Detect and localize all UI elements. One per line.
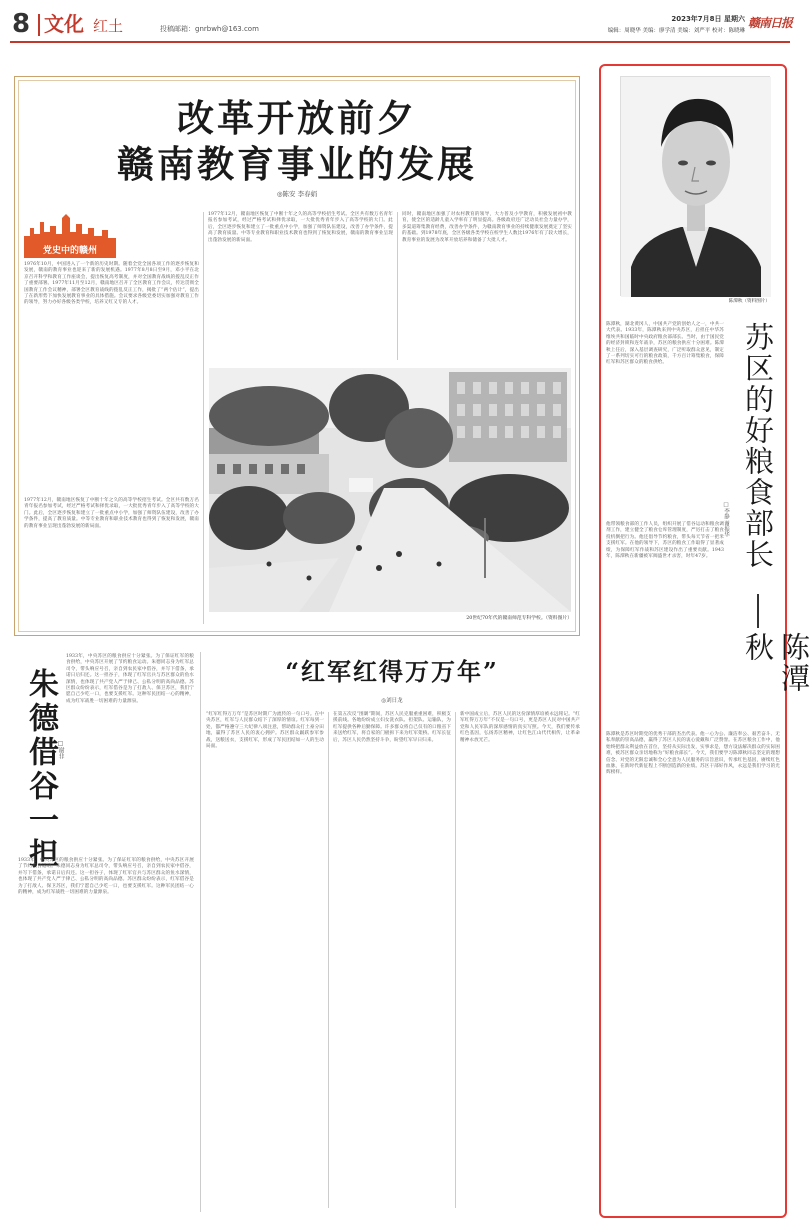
article2-body: 1933年，中央苏区的粮食供应十分紧张。为了保证红军的粮食供给，中央苏区开展了节约粮食运动。朱德同志身为红军总司令，带头响应号召，亲自到农民家中借谷，并写下借条，承诺日后归还。这一担谷子，体现了红军官兵与苏区群众的鱼水深情，也体现了共产党人严于律己、公私分明的高尚品德。苏区群众纷纷表示，红军借谷是为了打敌人、保卫苏区，我们宁愿自己少吃一口，也要支援红军。这种军民团结一心的精神，成为红军战胜一切困难的力量源泉。 [18, 858, 194, 896]
article1-byline: ◎陈安 李春娟 [276, 190, 318, 198]
article4-title [736, 322, 811, 722]
article4-body-bottom: 陈潭秋是苏区时期党的优秀干部的杰出代表。他一心为公、廉洁奉公、艰苦奋斗、无私奉献的崇高品德，赢得了苏区人民的衷心爱戴和广泛赞誉。在苏区粮食工作中，他始终把群众利益放在首位，坚持从实际出发，实事求是，想方设法解决群众的实际困难，被苏区群众亲切地称为“好粮食部长”。今天，我们要学习陈潭秋同志坚定的理想信念、对党的无限忠诚和全心全意为人民服务的宗旨意识，传承红色基因，赓续红色血脉，在新时代新征程上不断创造新的业绩。苏区干部好作风，永远是我们学习的光辉榜样。 [606, 732, 780, 776]
article2-body-top: 1933年，中央苏区的粮食供应十分紧张。为了保证红军的粮食供给，中央苏区开展了节约粮食运动。朱德同志身为红军总司令，带头响应号召，亲自到农民家中借谷，并写下借条，承诺日后归还。这一担谷子，体现了红军官兵与苏区群众的鱼水深情，也体现了共产党人严于律己、公私分明的高尚品德。苏区群众纷纷表示，红军借谷是为了打敌人、保卫苏区，我们宁愿自己少吃一口，也要支援红军。这种军民团结一心的精神，成为红军战胜一切困难的力量源泉。 [66, 654, 194, 704]
article1-title-line2: 赣南教育事业的发展 [117, 142, 477, 186]
article2-title [22, 668, 62, 872]
subsection-name: 红土 [93, 17, 124, 35]
city-skyline-icon [24, 214, 116, 244]
article4-byline: □李静 谢振华 [723, 502, 729, 538]
article3-byline: ◎刘日龙 [381, 698, 403, 704]
article4-title-part2: 陈潭秋 [741, 632, 811, 694]
article1-body-col1: 1976年10月，中国进入了一个新的历史时期。随着全党全国各项工作的逐步恢复和发展，赣南的教育事业也迎来了新的发展机遇。1977年8月8日至9月，邓小平在北京召开科学和教育工作座谈会，提出恢复高考制度，并对全国教育战线的拨乱反正作了重要部署。1977年11月至12月，赣南地区召开了全区教育工作会议，传达贯彻全国教育工作会议精神，部署全区教育战线的拨乱反正工作，揭批了“两个估计”，提出了在新形势下加快发展教育事业的具体措施。会议要求各级党委切实加强对教育工作的领导，努力办好各级各类学校，培养又红又专的人才。 [24, 262, 199, 306]
article2-title-text: 朱德借谷一担 [23, 668, 58, 872]
portrait-caption: 陈潭秋（资料图片） [728, 299, 770, 304]
article1-body-col1-cont: 1977年12月，赣南地区恢复了中断十年之久的高等学校招生考试。全区共有数万名青年报名参加考试，经过严格考试和择优录取，一大批优秀青年步入了高等学校的大门。此后，全区逐步恢复和建立了一批重点中小学，加强了师资队伍建设，改善了办学条件，提高了教育质量。中等专业教育和职业技术教育也得到了恢复和发展，赣南的教育事业呈现出蓬勃发展的新局面。 [24, 498, 199, 529]
article2-byline: □谢非 [57, 740, 64, 759]
column-badge-label: 党史中的赣州 [24, 244, 116, 258]
article3-body-col2: 在第五次反“围剿”期间，苏区人民克服重重困难，积极支援前线。各地纷纷成立妇女洗衣队、担架队、运输队，为红军提供各种后勤保障。许多群众将自己仅有的口粮省下来送给红军，将自家的门板拆下来为红军架桥。红军长征后，苏区人民仍然坚持斗争，盼望红军早日归来。 [333, 712, 451, 743]
portrait-image [621, 77, 771, 297]
article4-body-col1: 陈潭秋，湖北黄冈人，中国共产党的创始人之一，中共一大代表。1933年，陈潭秋来到中央苏区，后担任中华苏维埃共和国临时中央政府粮食部部长。当时，由于国民党的经济封锁和连年战争，苏区的粮食供应十分困难。陈潭秋上任后，深入基层调查研究，广泛听取群众意见，制定了一系列切实可行的粮食政策，千方百计筹集粮食，保障红军和苏区群众的粮食供给。 [606, 322, 724, 366]
campus-photo-image [209, 368, 571, 612]
submission-email: 投稿邮箱：gnrbwh@163.com [160, 25, 259, 33]
campus-photo [209, 368, 571, 612]
page-number: 8 [12, 9, 31, 39]
article3-body-col3: 新中国成立后，苏区人民的这份深情厚谊被永远铭记。“红军红得万万年”不仅是一句口号，更是苏区人民对中国共产党和人民军队的深厚感情的真实写照。今天，我们要传承红色基因，弘扬苏区精神，让红色江山代代相传，让革命精神永放光芒。 [460, 712, 580, 743]
article1-body-col2: 1977年12月，赣南地区恢复了中断十年之久的高等学校招生考试。全区共有数万名青年报名参加考试，经过严格考试和择优录取，一大批优秀青年步入了高等学校的大门。此后，全区逐步恢复和建立了一批重点中小学，加强了师资队伍建设，改善了办学条件，提高了教育质量。中等专业教育和职业技术教育也得到了恢复和发展，赣南的教育事业呈现出蓬勃发展的新局面。 [208, 212, 393, 243]
article1-title-line1: 改革开放前夕 [177, 96, 417, 140]
paper-logo: 赣南日报 [748, 16, 793, 30]
portrait-photo [620, 76, 770, 296]
section-name: 文化 [44, 12, 84, 36]
article4-title-part1: 苏区的好粮食部长 [741, 322, 775, 570]
masthead [0, 0, 800, 46]
campus-photo-caption: 20世纪70年代的赣南师范专科学校。（资料图片） [466, 616, 572, 621]
article3-body-col1: “红军红得万万年”是苏区时期广为流传的一句口号。在中央苏区，红军与人民群众结下了深厚的情谊。红军每到一处，都严格遵守三大纪律八项注意，帮助群众打土豪分田地，赢得了苏区人民的衷心拥护。苏区群众踊跃参军参战，送粮送衣，支援红军，形成了军民团结如一人的生动局面。 [206, 712, 324, 750]
article1-body-col3: 同时，赣南地区加强了对农村教育的领导，大力普及小学教育，积极发展初中教育，使全区的适龄儿童入学率有了明显提高。各级政府还广泛动员社会力量办学，多渠道筹集教育经费，改善办学条件，为赣南教育事业的持续健康发展奠定了坚实的基础。到1978年底，全区各级各类学校在校学生人数比1976年有了较大增长，教育事业的发展为改革开放培养和储备了大批人才。 [402, 212, 572, 243]
column-badge [24, 214, 116, 258]
article3-title: “红军红得万万年” [285, 657, 499, 686]
staff-credits: 编辑：周晓华 美编：廖学清 美编：刘严平 校对：陈晓琳 [607, 28, 745, 34]
issue-date: 2023年7月8日 星期六 [671, 15, 745, 23]
article4-body-col2: 他带领粮食部的工作人员，组织开展了借谷运动和粮食调剂工作，建立健全了粮食仓库管理制度，严厉打击了粮食投机倒把行为。他还倡导节约粮食，带头每天节省一把米支援红军。在他的领导下，苏区的粮食工作取得了显著成绩，为保障红军作战和苏区建设作出了重要贡献。1943年，陈潭秋在新疆被军阀盛世才杀害，时年47岁。 [606, 522, 724, 560]
